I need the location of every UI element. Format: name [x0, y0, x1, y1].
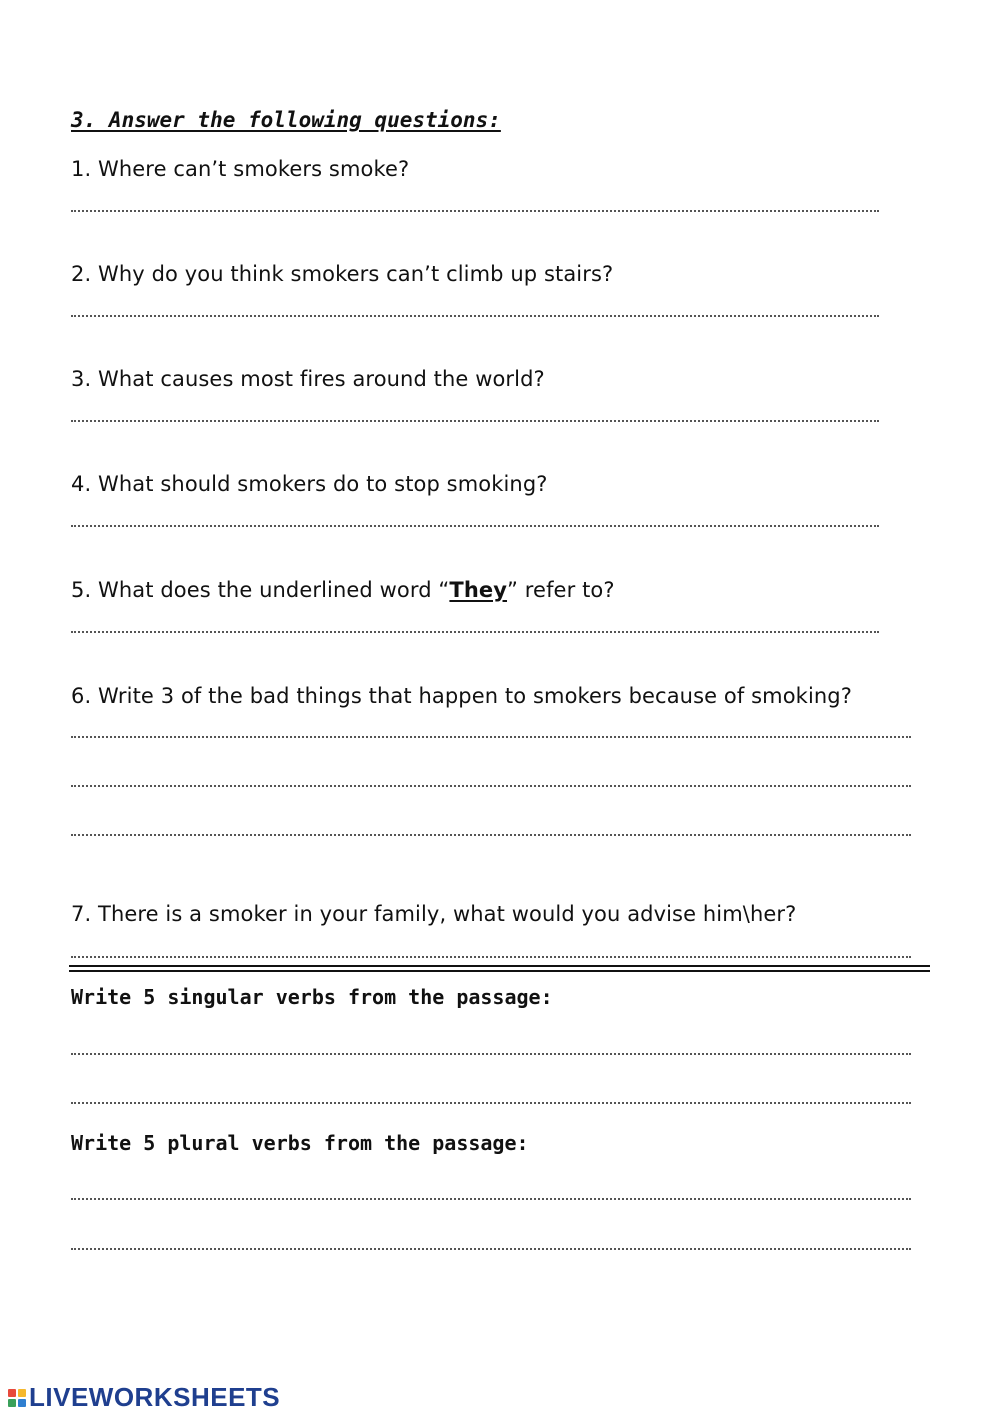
question-2: 2. Why do you think smokers can’t climb up stairs?: [71, 262, 614, 286]
answer-line-7[interactable]: [71, 956, 911, 958]
liveworksheets-logo[interactable]: [8, 1382, 280, 1413]
logo-blocks-icon: [8, 1389, 26, 1407]
logo-text: LIVEWORKSHEETS: [29, 1382, 281, 1412]
question-3: 3. What causes most fires around the world?: [71, 367, 545, 391]
singular-answer-line-1[interactable]: [71, 1053, 911, 1055]
question-5: [71, 578, 615, 602]
answer-line-4[interactable]: [71, 525, 879, 527]
logo-block-blue: [18, 1399, 26, 1407]
question-6: 6. Write 3 of the bad things that happen to smokers because of smoking?: [71, 684, 852, 708]
answer-line-5[interactable]: [71, 631, 879, 633]
answer-line-2[interactable]: [71, 315, 879, 317]
answer-line-6b[interactable]: [71, 785, 911, 787]
question-1: 1. Where can’t smokers smoke?: [71, 157, 410, 181]
underlined-word: They: [449, 578, 508, 602]
logo-block-red: [8, 1389, 16, 1397]
logo-block-yellow: [18, 1389, 26, 1397]
section-divider: [69, 965, 930, 972]
question-5-end: ” refer to?: [507, 578, 615, 602]
plural-verbs-heading: Write 5 plural verbs from the passage:: [71, 1131, 529, 1155]
plural-answer-line-2[interactable]: [71, 1248, 911, 1250]
singular-answer-line-2[interactable]: [71, 1102, 911, 1104]
question-4: 4. What should smokers do to stop smoking?: [71, 472, 548, 496]
singular-verbs-heading: Write 5 singular verbs from the passage:: [71, 985, 553, 1009]
question-7: 7. There is a smoker in your family, what would you advise him\her?: [71, 902, 797, 926]
answer-line-1[interactable]: [71, 210, 879, 212]
exercise-heading: 3. Answer the following questions:: [71, 108, 501, 132]
answer-line-3[interactable]: [71, 420, 879, 422]
answer-line-6c[interactable]: [71, 834, 911, 836]
answer-line-6a[interactable]: [71, 736, 911, 738]
question-5-start: 5. What does the underlined word “: [71, 578, 450, 602]
logo-block-green: [8, 1399, 16, 1407]
plural-answer-line-1[interactable]: [71, 1198, 911, 1200]
